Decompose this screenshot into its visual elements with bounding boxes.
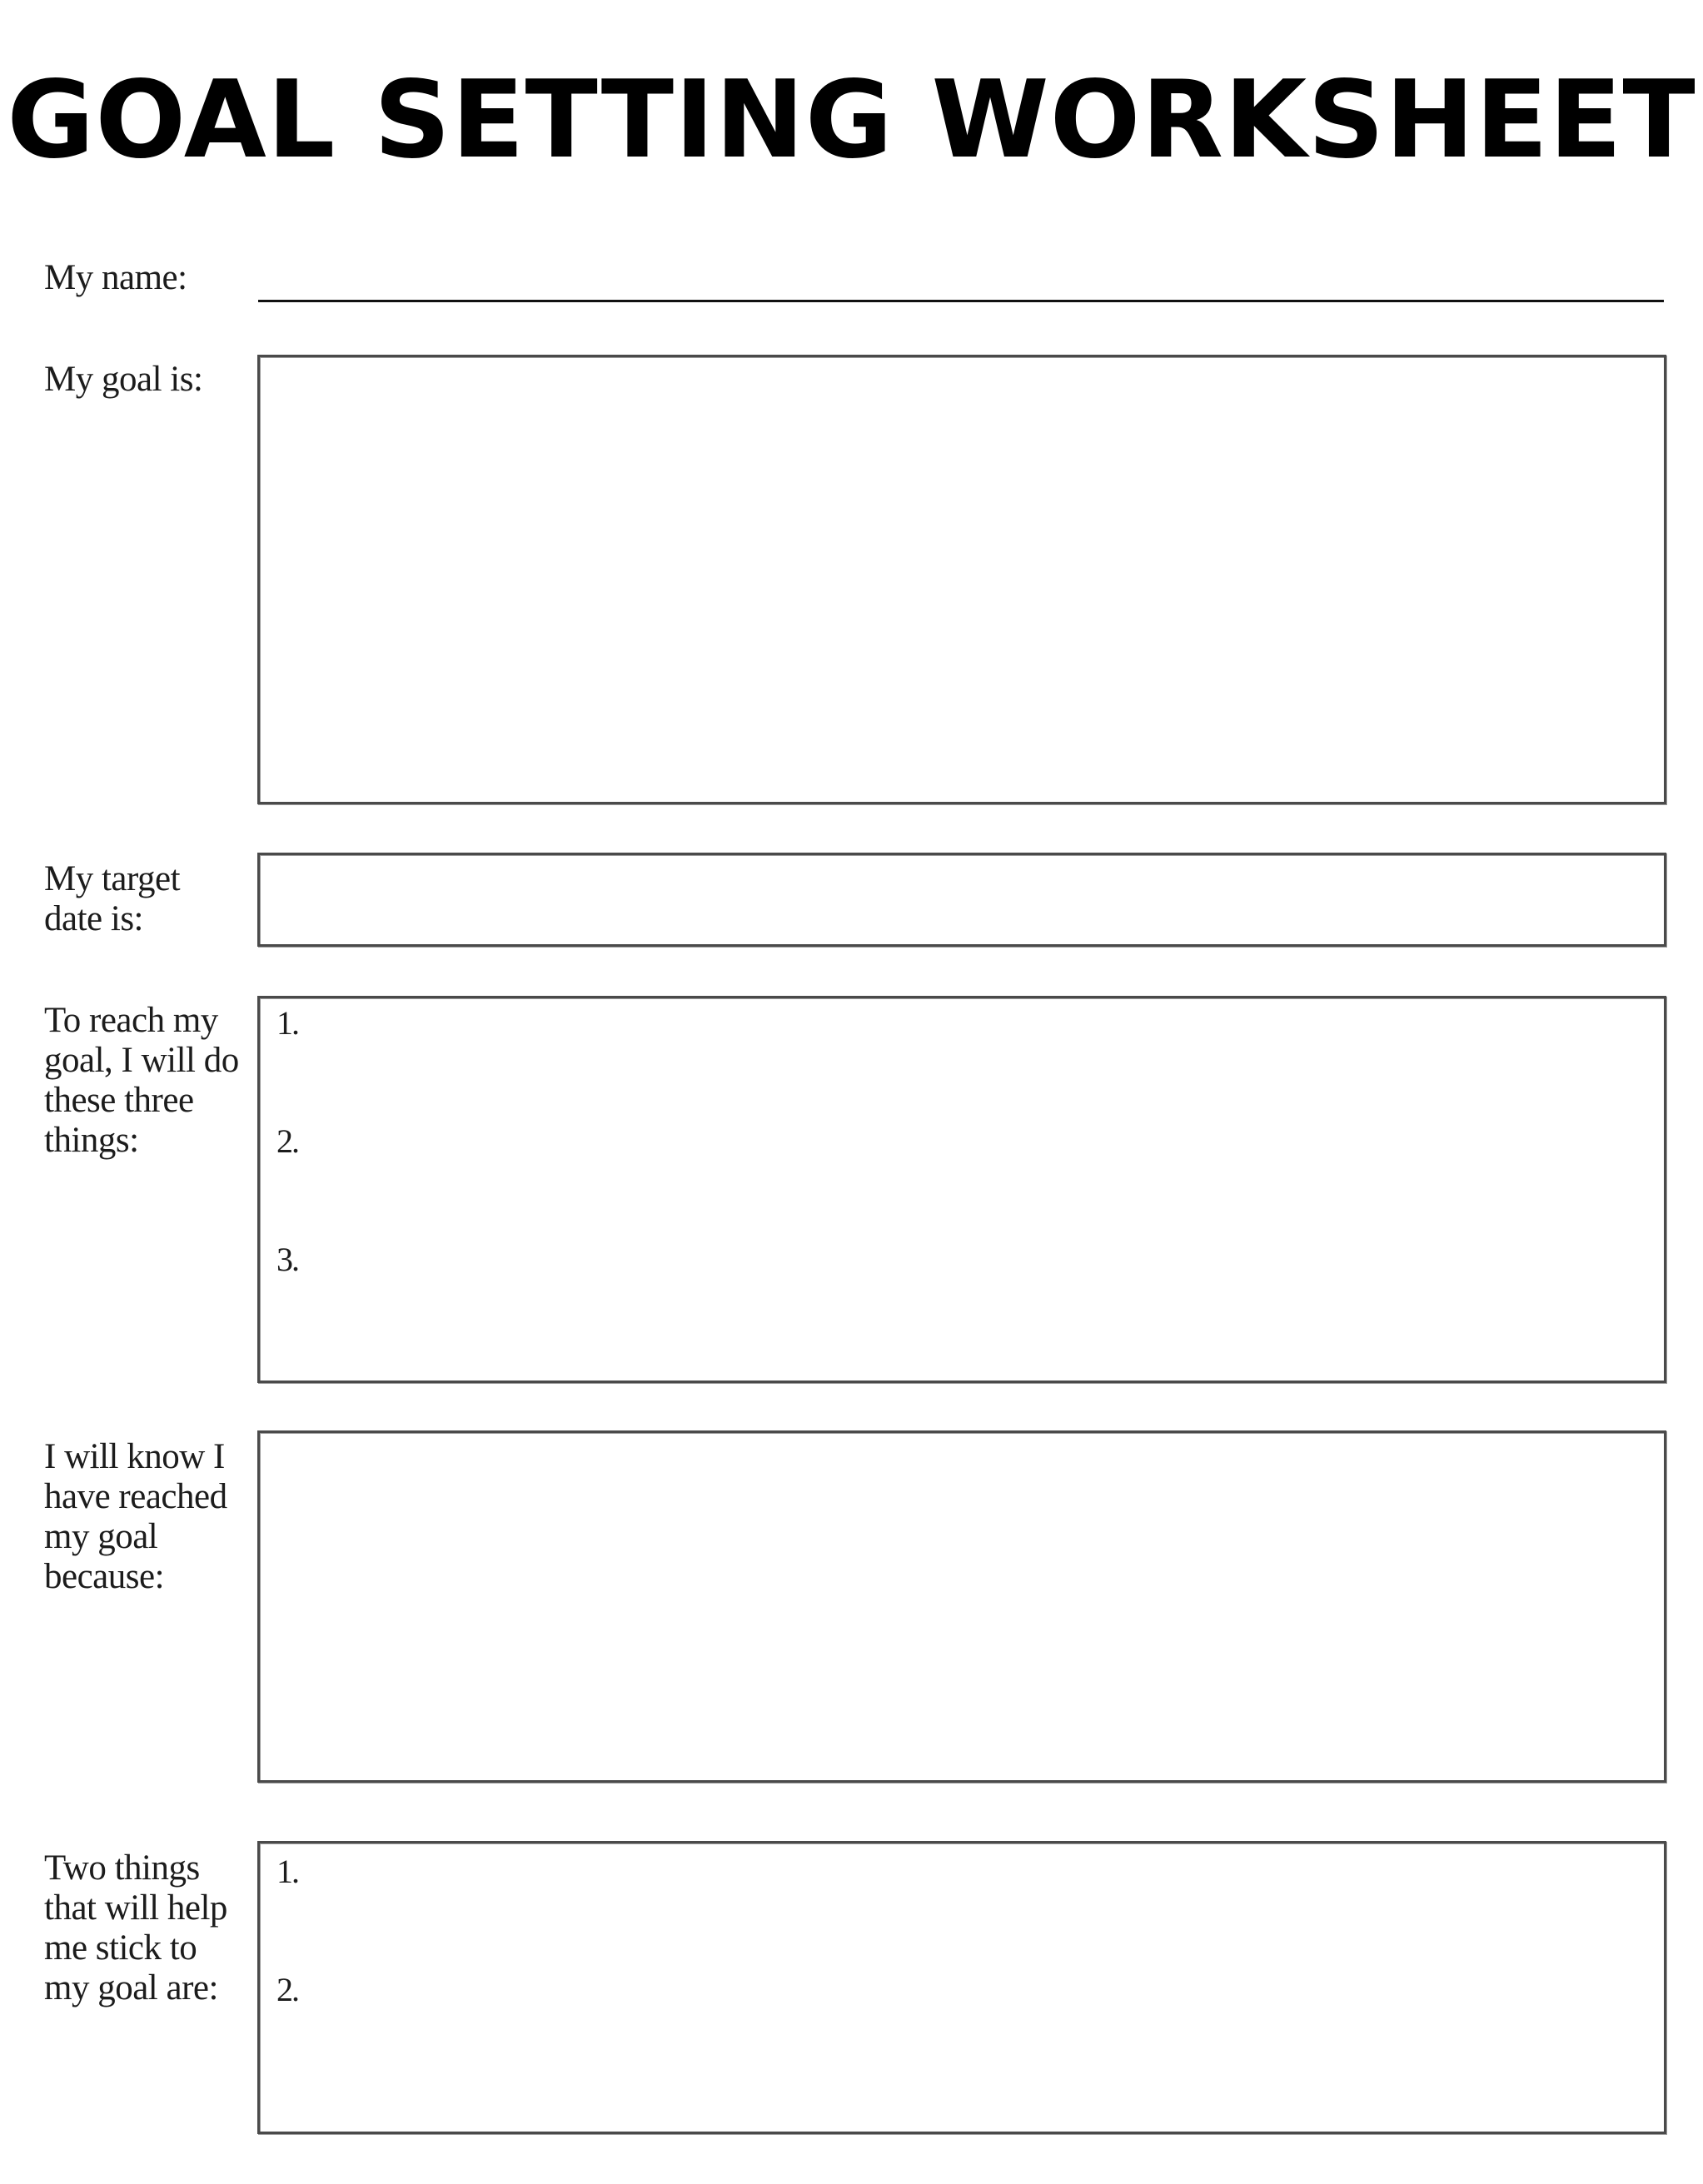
know-reached-label: I will know I have reached my goal because:: [44, 1437, 227, 1596]
help-stick-label: Two things that will help me stick to my goal are:: [44, 1848, 227, 2007]
help-stick-box[interactable]: [257, 1841, 1666, 2134]
target-date-label: My target date is:: [44, 859, 181, 938]
three-things-box[interactable]: [257, 996, 1666, 1383]
list-item-number: 3.: [276, 1241, 298, 1278]
list-item-number: 1.: [276, 1004, 298, 1042]
know-reached-box[interactable]: [257, 1430, 1666, 1783]
list-item-number: 1.: [276, 1853, 298, 1890]
name-label: My name:: [44, 258, 187, 297]
list-item-number: 2.: [276, 1122, 298, 1160]
goal-label: My goal is:: [44, 360, 203, 399]
goal-box[interactable]: [257, 355, 1666, 804]
target-date-box[interactable]: [257, 853, 1666, 947]
worksheet-title: GOAL SETTING WORKSHEET: [7, 58, 1696, 182]
name-input-line[interactable]: [258, 300, 1664, 302]
list-item-number: 2.: [276, 1971, 298, 2008]
three-things-label: To reach my goal, I will do these three things:: [44, 1001, 239, 1160]
